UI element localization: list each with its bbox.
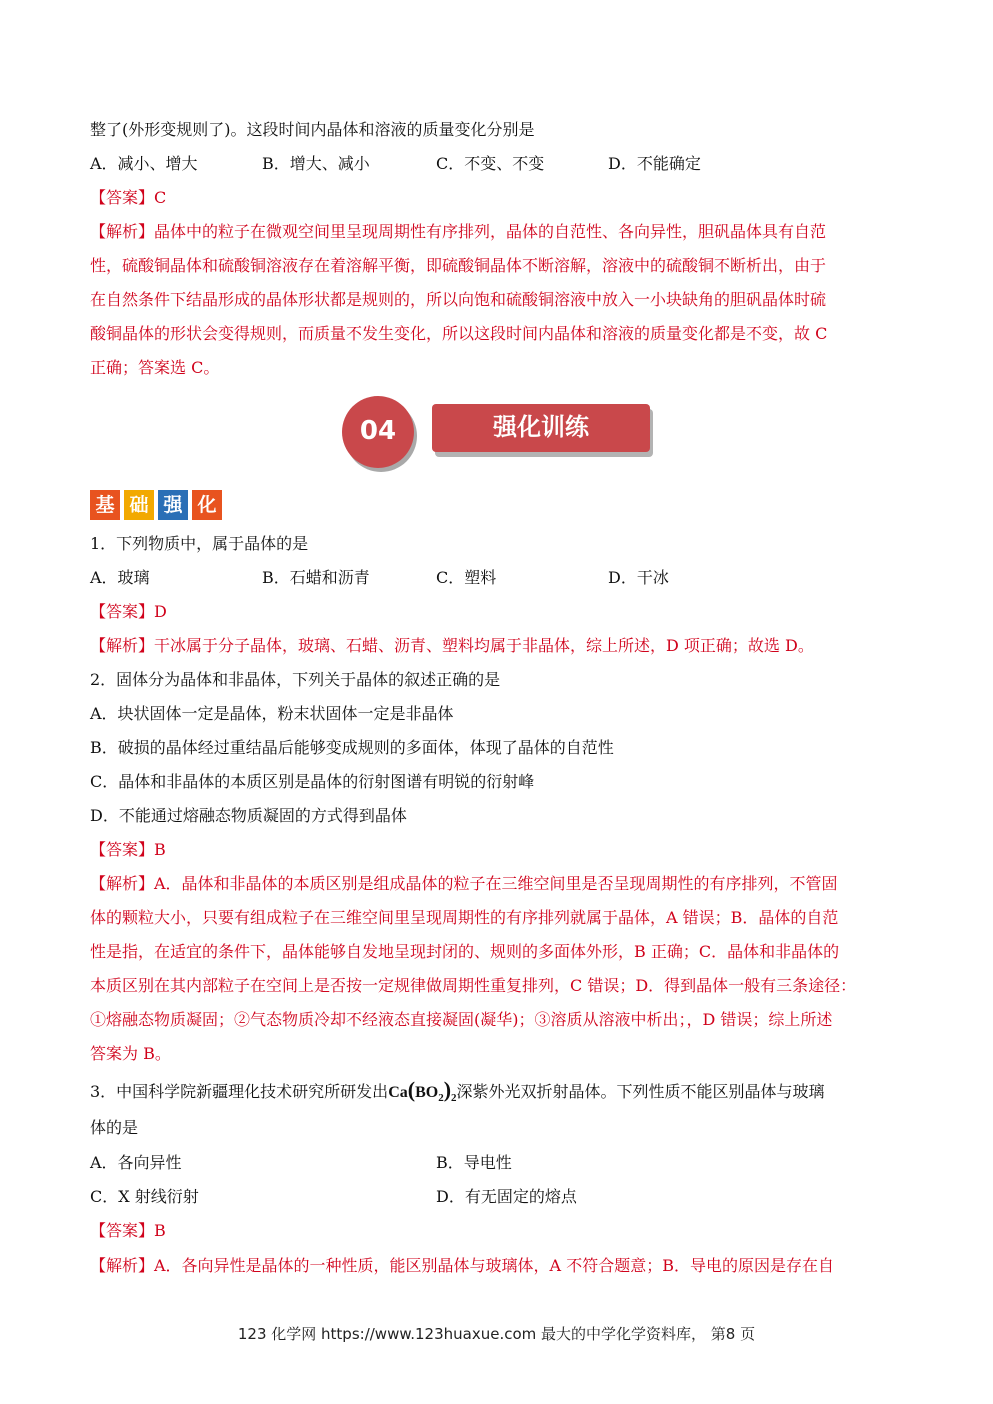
intro-question-line: 整了(外形变规则了)。这段时间内晶体和溶液的质量变化分别是 xyxy=(90,120,535,139)
q2-analysis-line: 本质区别在其内部粒子在空间上是否按一定规律做周期性重复排列，C 错误；D．得到晶体一般有三条途径： xyxy=(90,976,857,995)
q3-stem-line2: 体的是 xyxy=(90,1118,139,1137)
q2-analysis-line: 性是指，在适宜的条件下，晶体能够自发地呈现封闭的、规则的多面体外形，B 正确；C．晶体和非晶体的 xyxy=(90,942,840,961)
section-title: 强化训练 xyxy=(493,413,589,441)
q3-option-c: C．X 射线衍射 xyxy=(90,1187,199,1206)
page-footer: 123 化学网 https://www.123huaxue.com 最大的中学化学资料库， 第8 页 xyxy=(237,1325,756,1343)
subsection-tile: 强 xyxy=(158,490,188,520)
q3-option-b: B．导电性 xyxy=(436,1153,512,1172)
formula-element: Ca xyxy=(388,1084,408,1101)
q1-option-c: C．塑料 xyxy=(436,568,497,587)
q2-stem: 2．固体分为晶体和非晶体，下列关于晶体的叙述正确的是 xyxy=(90,670,501,689)
q3-analysis: 【解析】A．各向异性是晶体的一种性质，能区别晶体与玻璃体，A 不符合题意；B．导电的原因是存在自 xyxy=(90,1256,834,1275)
q2-option-b: B．破损的晶体经过重结晶后能够变成规则的多面体，体现了晶体的自范性 xyxy=(90,738,614,757)
q2-option-a: A．块状固体一定是晶体，粉末状固体一定是非晶体 xyxy=(90,704,454,723)
q2-answer: 【答案】B xyxy=(90,840,166,859)
q3-stem xyxy=(90,1077,825,1108)
intro-option-d: D．不能确定 xyxy=(608,154,701,173)
q3-option-a: A．各向异性 xyxy=(90,1153,182,1172)
q3-answer: 【答案】B xyxy=(90,1221,166,1240)
intro-option-a: A．减小、增大 xyxy=(90,154,198,173)
q2-analysis-line: 答案为 B。 xyxy=(90,1044,171,1063)
q1-stem: 1．下列物质中，属于晶体的是 xyxy=(90,534,309,553)
q2-analysis-line: 体的颗粒大小，只要有组成粒子在三维空间里呈现周期性的有序排列就属于晶体，A 错误；B．晶体的自范 xyxy=(90,908,839,927)
section-number: 04 xyxy=(359,416,397,446)
intro-analysis-line: 性，硫酸铜晶体和硫酸铜溶液存在着溶解平衡，即硫酸铜晶体不断溶解，溶液中的硫酸铜不断析出，由于 xyxy=(90,256,827,275)
formula-subscript: 2 xyxy=(438,1092,444,1105)
intro-option-c: C．不变、不变 xyxy=(436,154,545,173)
formula-group: BO xyxy=(415,1084,439,1101)
intro-analysis-line: 正确；答案选 C。 xyxy=(90,358,220,377)
intro-analysis-line: 在自然条件下结晶形成的晶体形状都是规则的，所以向饱和硫酸铜溶液中放入一小块缺角的胆矾晶体时硫 xyxy=(90,290,827,309)
intro-analysis-line: 【解析】晶体中的粒子在微观空间里呈现周期性有序排列，晶体的自范性、各向异性，胆矾晶体具有自范 xyxy=(90,222,827,241)
q1-analysis: 【解析】干冰属于分子晶体，玻璃、石蜡、沥青、塑料均属于非晶体，综上所述，D 项正确；故选 D。 xyxy=(90,636,814,655)
q1-option-d: D．干冰 xyxy=(608,568,669,587)
q1-answer: 【答案】D xyxy=(90,602,167,621)
formula-subscript: 2 xyxy=(451,1092,457,1105)
q2-option-d: D．不能通过熔融态物质凝固的方式得到晶体 xyxy=(90,806,407,825)
q2-analysis-line: ①熔融态物质凝固；②气态物质冷却不经液态直接凝固(凝华)；③溶质从溶液中析出；，D 错误；综上所述 xyxy=(90,1010,833,1029)
q3-option-d: D．有无固定的熔点 xyxy=(436,1187,577,1206)
q3-stem-start: 3．中国科学院新疆理化技术研究所研发出 xyxy=(90,1082,389,1101)
intro-answer: 【答案】C xyxy=(90,188,167,207)
q1-option-a: A．玻璃 xyxy=(90,568,150,587)
q1-option-b: B．石蜡和沥青 xyxy=(262,568,370,587)
q3-stem-end: 深紫外光双折射晶体。下列性质不能区别晶体与玻璃 xyxy=(456,1082,825,1101)
intro-option-b: B．增大、减小 xyxy=(262,154,370,173)
subsection-tile: 基 xyxy=(90,490,120,520)
q2-analysis-line: 【解析】A．晶体和非晶体的本质区别是组成晶体的粒子在三维空间里是否呈现周期性的有序排列，不管固 xyxy=(90,874,838,893)
q2-option-c: C．晶体和非晶体的本质区别是晶体的衍射图谱有明锐的衍射峰 xyxy=(90,772,535,791)
chemical-formula: $Ca(BO_2)_2$ xyxy=(388,1077,457,1105)
subsection-tile: 础 xyxy=(124,490,154,520)
intro-analysis-line: 酸铜晶体的形状会变得规则，而质量不发生变化，所以这段时间内晶体和溶液的质量变化都是不变，故 C xyxy=(90,324,828,343)
subsection-tile: 化 xyxy=(192,490,222,520)
